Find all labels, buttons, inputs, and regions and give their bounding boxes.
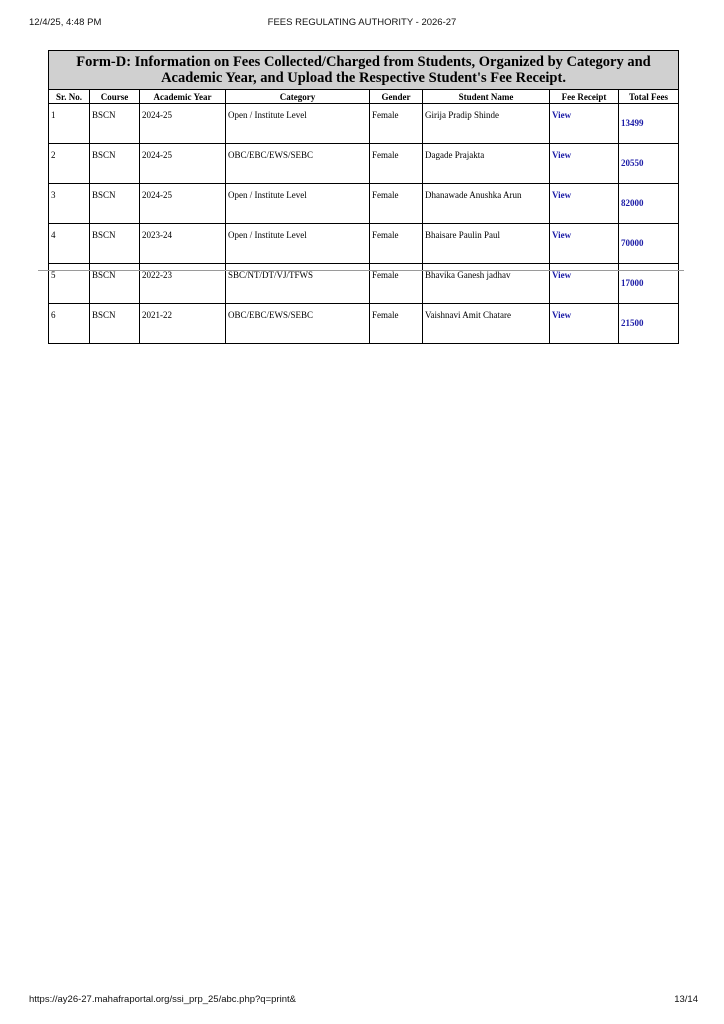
form-title: Form-D: Information on Fees Collected/Charged from Students, Organized by Category and Academic Year, and Upload the Respective Student's Fee Receipt. [49, 51, 679, 90]
total-fees-cell: 20550 [619, 144, 679, 184]
student-name-cell: Girija Pradip Shinde [423, 104, 550, 144]
student-name-cell: Vaishnavi Amit Chatare [423, 304, 550, 344]
section-divider [38, 270, 684, 271]
student-name-cell: Dhanawade Anushka Arun [423, 184, 550, 224]
gender-cell: Female [370, 104, 423, 144]
col-header-academic-year: Academic Year [140, 90, 226, 104]
col-header-category: Category [226, 90, 370, 104]
gender-cell: Female [370, 264, 423, 304]
course-cell: BSCN [90, 224, 140, 264]
table-header-row [49, 90, 679, 104]
sr-no-cell: 2 [49, 144, 90, 184]
student-name-cell: Bhaisare Paulin Paul [423, 224, 550, 264]
fee-receipt-view-link[interactable]: View [550, 104, 619, 144]
col-header-fee-receipt: Fee Receipt [550, 90, 619, 104]
print-datetime: 12/4/25, 4:48 PM [29, 17, 102, 28]
academic-year-cell: 2024-25 [140, 104, 226, 144]
form-d-section [48, 50, 678, 344]
table-row [49, 224, 679, 264]
gender-cell: Female [370, 184, 423, 224]
print-url: https://ay26-27.mahafraportal.org/ssi_prp_25/abc.php?q=print& [29, 994, 296, 1005]
total-fees-cell: 82000 [619, 184, 679, 224]
print-footer [0, 994, 724, 1008]
category-cell: Open / Institute Level [226, 224, 370, 264]
total-fees-cell: 13499 [619, 104, 679, 144]
fee-receipt-view-link[interactable]: View [550, 224, 619, 264]
total-fees-cell: 70000 [619, 224, 679, 264]
course-cell: BSCN [90, 104, 140, 144]
course-cell: BSCN [90, 304, 140, 344]
academic-year-cell: 2024-25 [140, 144, 226, 184]
academic-year-cell: 2021-22 [140, 304, 226, 344]
col-header-sr-no: Sr. No. [49, 90, 90, 104]
academic-year-cell: 2023-24 [140, 224, 226, 264]
fee-receipt-view-link[interactable]: View [550, 264, 619, 304]
category-cell: Open / Institute Level [226, 104, 370, 144]
gender-cell: Female [370, 144, 423, 184]
gender-cell: Female [370, 224, 423, 264]
sr-no-cell: 6 [49, 304, 90, 344]
col-header-gender: Gender [370, 90, 423, 104]
total-fees-cell: 17000 [619, 264, 679, 304]
course-cell: BSCN [90, 144, 140, 184]
fee-receipt-view-link[interactable]: View [550, 304, 619, 344]
category-cell: SBC/NT/DT/VJ/TFWS [226, 264, 370, 304]
student-name-cell: Dagade Prajakta [423, 144, 550, 184]
col-header-course: Course [90, 90, 140, 104]
course-cell: BSCN [90, 184, 140, 224]
course-cell: BSCN [90, 264, 140, 304]
total-fees-cell: 21500 [619, 304, 679, 344]
print-header [0, 17, 724, 31]
student-name-cell: Bhavika Ganesh jadhav [423, 264, 550, 304]
fees-table [48, 50, 679, 344]
sr-no-cell: 4 [49, 224, 90, 264]
table-row [49, 144, 679, 184]
table-row [49, 184, 679, 224]
academic-year-cell: 2022-23 [140, 264, 226, 304]
page-number: 13/14 [674, 994, 698, 1005]
sr-no-cell: 1 [49, 104, 90, 144]
col-header-total-fees: Total Fees [619, 90, 679, 104]
table-row [49, 104, 679, 144]
print-page-title: FEES REGULATING AUTHORITY - 2026-27 [267, 17, 457, 28]
sr-no-cell: 3 [49, 184, 90, 224]
col-header-student-name: Student Name [423, 90, 550, 104]
academic-year-cell: 2024-25 [140, 184, 226, 224]
table-row [49, 304, 679, 344]
fee-receipt-view-link[interactable]: View [550, 184, 619, 224]
category-cell: OBC/EBC/EWS/SEBC [226, 304, 370, 344]
gender-cell: Female [370, 304, 423, 344]
fee-receipt-view-link[interactable]: View [550, 144, 619, 184]
sr-no-cell: 5 [49, 264, 90, 304]
category-cell: OBC/EBC/EWS/SEBC [226, 144, 370, 184]
category-cell: Open / Institute Level [226, 184, 370, 224]
